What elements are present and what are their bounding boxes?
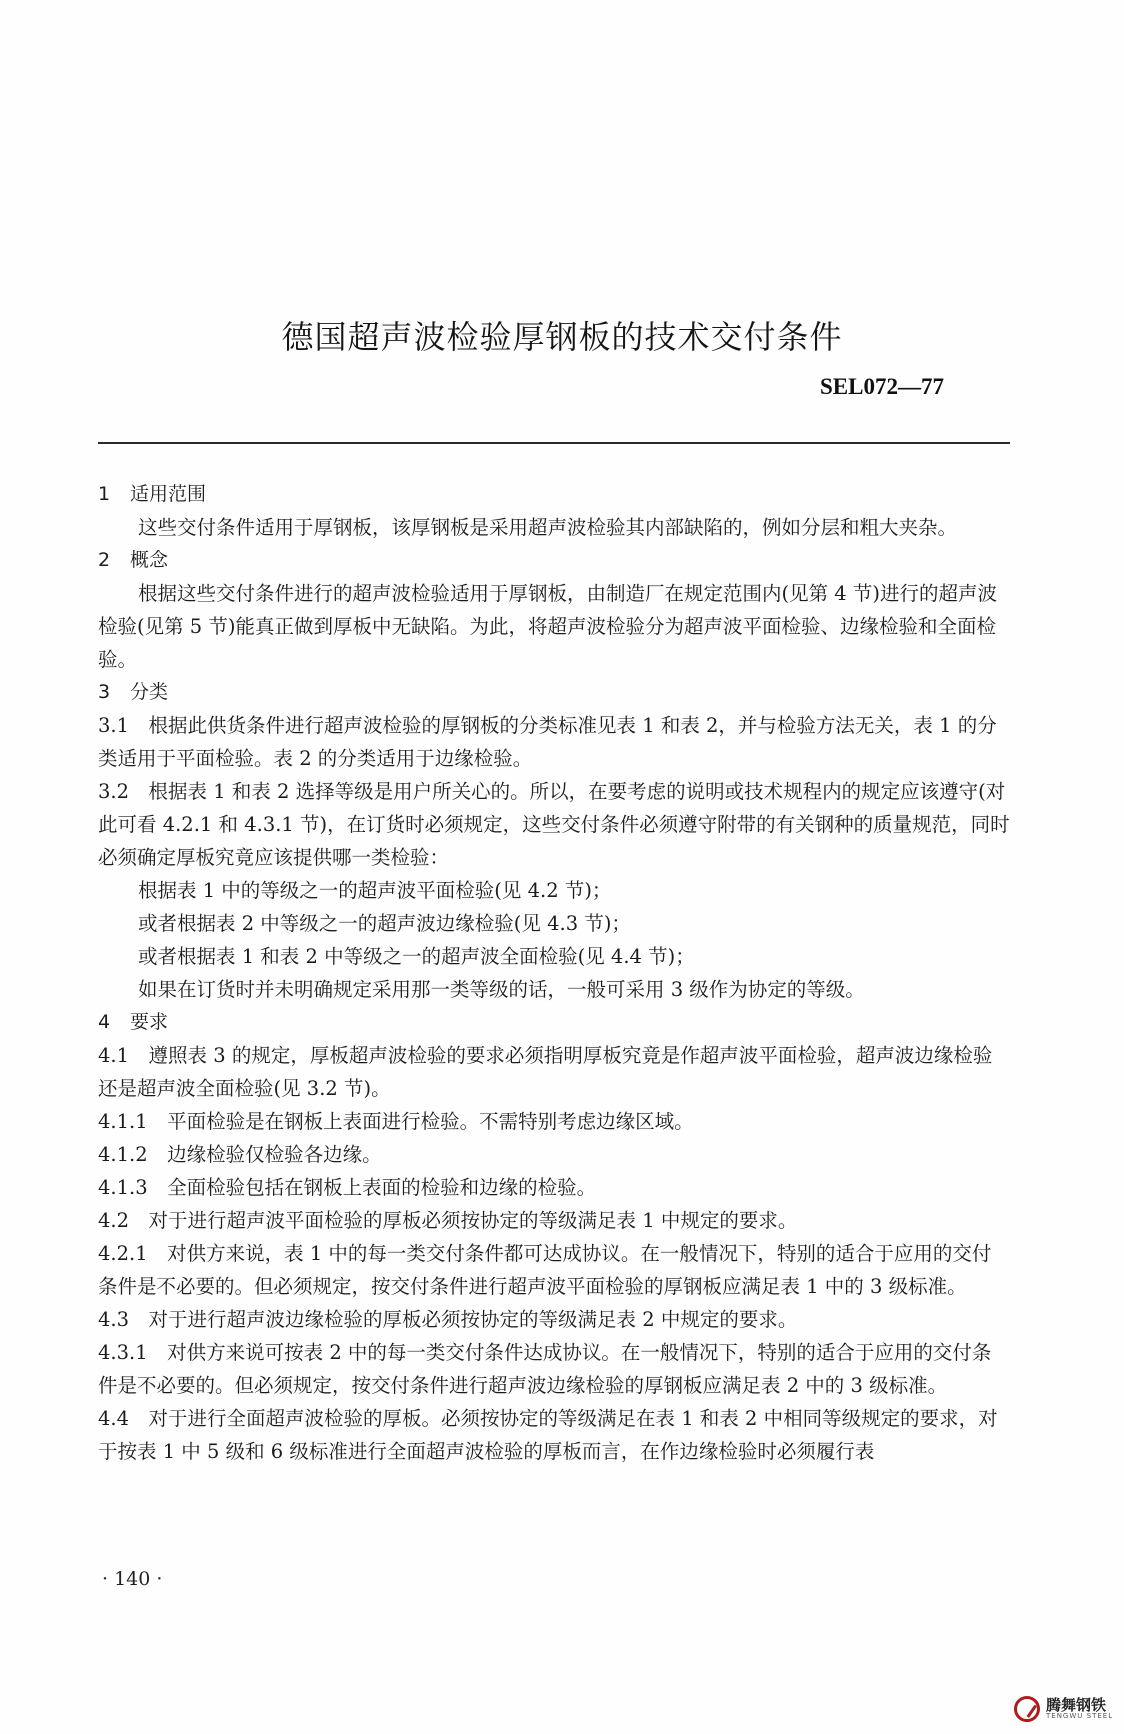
numbered-paragraph: 3.1 根据此供货条件进行超声波检验的厚钢板的分类标准见表 1 和表 2，并与检验方法无关，表 1 的分类适用于平面检验。表 2 的分类适用于边缘检验。 (98, 714, 997, 770)
page-number: · 140 · (102, 1568, 163, 1590)
logo-text-en: TENGWU STEEL (1046, 1712, 1114, 1720)
document-body (98, 478, 1010, 1468)
section-heading-4: 4 要求 (98, 1011, 169, 1033)
indented-line: 根据表 1 中的等级之一的超声波平面检验(见 4.2 节)； (138, 879, 612, 902)
title-divider (98, 442, 1010, 444)
paragraph: 根据这些交付条件进行的超声波检验适用于厚钢板，由制造厂在规定范围内(见第 4 节)进行的超声波检验(见第 5 节)能真正做到厚板中无缺陷。为此，将超声波检验分为超声波平面检验、边缘检验和全面检验。 (98, 582, 998, 671)
section-heading-2: 2 概念 (98, 549, 169, 571)
indented-line: 如果在订货时并未明确规定采用那一类等级的话，一般可采用 3 级作为协定的等级。 (138, 978, 865, 1001)
numbered-paragraph: 4.2.1 对供方来说，表 1 中的每一类交付条件都可达成协议。在一般情况下，特别的适合于应用的交付条件是不必要的。但必须规定，按交付条件进行超声波平面检验的厚钢板应满足表 1 中的 3 级标准。 (98, 1242, 992, 1298)
numbered-paragraph: 4.1.2 边缘检验仅检验各边缘。 (98, 1143, 382, 1166)
numbered-paragraph: 4.4 对于进行全面超声波检验的厚板。必须按协定的等级满足在表 1 和表 2 中相同等级规定的要求，对于按表 1 中 5 级和 6 级标准进行全面超声波检验的厚板而言，在作边缘检验时必须履行表 (98, 1407, 998, 1463)
logo-text-cn: 腾舞钢铁 (1046, 1696, 1107, 1714)
section-heading-1: 1 适用范围 (98, 483, 207, 505)
paragraph: 这些交付条件适用于厚钢板，该厚钢板是采用超声波检验其内部缺陷的，例如分层和粗大夹杂。 (138, 516, 958, 539)
numbered-paragraph: 3.2 根据表 1 和表 2 选择等级是用户所关心的。所以，在要考虑的说明或技术规程内的规定应该遵守(对此可看 4.2.1 和 4.3.1 节)，在订货时必须规定，这些交付条件必须遵守附带的有关钢种的质量规范，同时必须确定厚板究竟应该提供哪一类检验： (98, 780, 1010, 869)
numbered-paragraph: 4.3 对于进行超声波边缘检验的厚板必须按协定的等级满足表 2 中规定的要求。 (98, 1308, 798, 1331)
section-heading-3: 3 分类 (98, 681, 169, 703)
standard-code: SEL072—77 (820, 374, 944, 399)
indented-line: 或者根据表 1 和表 2 中等级之一的超声波全面检验(见 4.4 节)； (138, 945, 695, 968)
numbered-paragraph: 4.1.1 平面检验是在钢板上表面进行检验。不需特别考虑边缘区域。 (98, 1110, 694, 1133)
numbered-paragraph: 4.1 遵照表 3 的规定，厚板超声波检验的要求必须指明厚板究竟是作超声波平面检验，超声波边缘检验还是超声波全面检验(见 3.2 节)。 (98, 1044, 993, 1100)
numbered-paragraph: 4.1.3 全面检验包括在钢板上表面的检验和边缘的检验。 (98, 1176, 597, 1199)
indented-line: 或者根据表 2 中等级之一的超声波边缘检验(见 4.3 节)； (138, 912, 631, 935)
numbered-paragraph: 4.2 对于进行超声波平面检验的厚板必须按协定的等级满足表 1 中规定的要求。 (98, 1209, 798, 1232)
watermark-logo (1014, 1696, 1113, 1722)
document-title: 德国超声波检验厚钢板的技术交付条件 (281, 318, 843, 356)
numbered-paragraph: 4.3.1 对供方来说可按表 2 中的每一类交付条件达成协议。在一般情况下，特别的适合于应用的交付条件是不必要的。但必须规定，按交付条件进行超声波边缘检验的厚钢板应满足表 2 中的 3 级标准。 (98, 1341, 992, 1397)
tengwu-logo-icon (1014, 1696, 1040, 1722)
